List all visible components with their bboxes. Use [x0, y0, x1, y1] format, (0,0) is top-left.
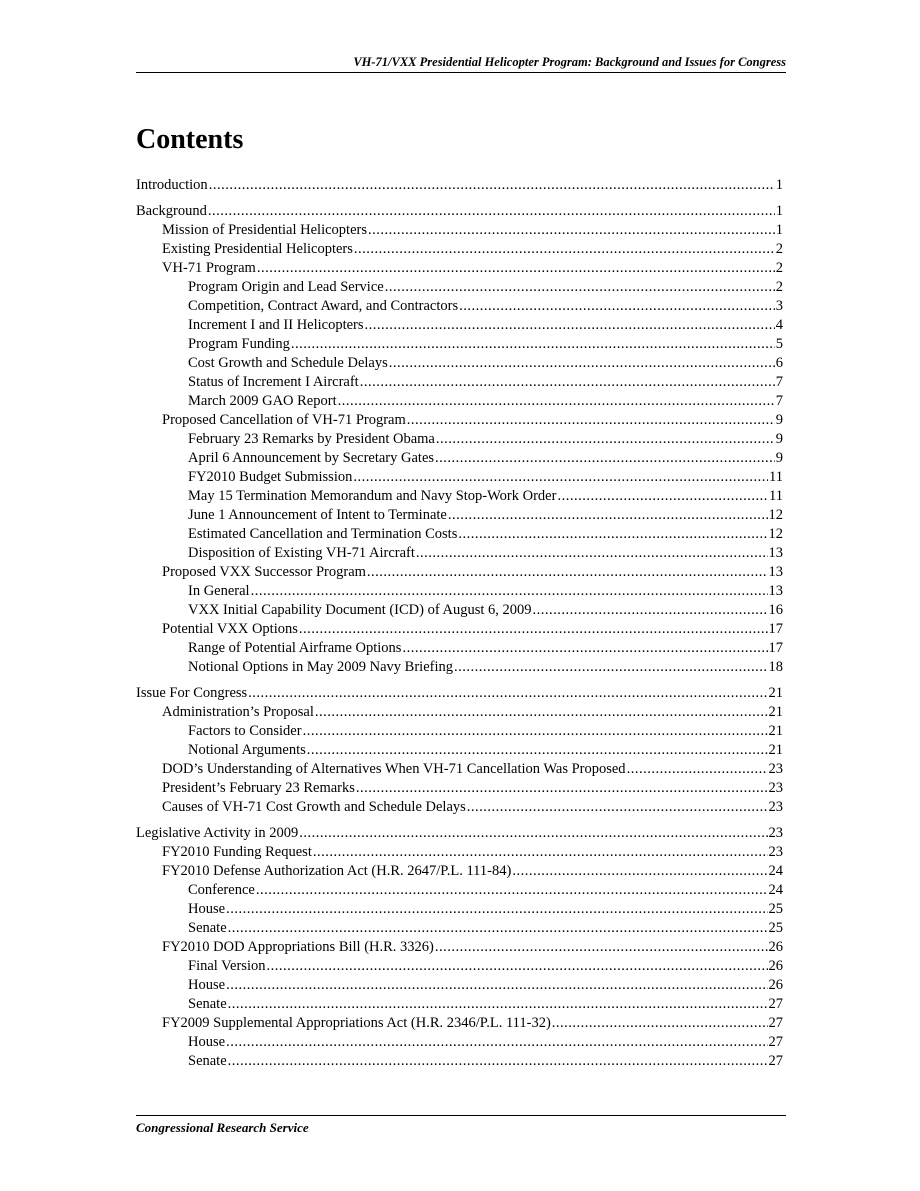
dot-leader	[299, 824, 767, 843]
toc-entry-label: Program Origin and Lead Service	[188, 279, 384, 295]
toc-entry-label: Conference	[188, 882, 255, 898]
dot-leader	[266, 957, 767, 976]
toc-entry[interactable]	[136, 843, 783, 862]
toc-entry-label: Status of Increment I Aircraft	[188, 374, 359, 390]
toc-entry[interactable]	[136, 335, 783, 354]
toc-entry[interactable]	[136, 601, 783, 620]
toc-entry[interactable]	[136, 316, 783, 335]
toc-entry[interactable]	[136, 373, 783, 392]
toc-entry[interactable]	[136, 506, 783, 525]
toc-entry-page: 18	[768, 659, 783, 675]
toc-entry-label: Notional Arguments	[188, 742, 306, 758]
toc-entry-label: DOD’s Understanding of Alternatives When VH-71 Cancellation Was Proposed	[162, 761, 626, 777]
toc-entry-label: Mission of Presidential Helicopters	[162, 222, 367, 238]
toc-entry[interactable]	[136, 240, 783, 259]
toc-entry-page: 13	[768, 583, 783, 599]
toc-entry-label: Program Funding	[188, 336, 290, 352]
toc-entry-label: FY2010 Defense Authorization Act (H.R. 2647/P.L. 111-84)	[162, 863, 512, 879]
toc-entry-page: 13	[768, 545, 783, 561]
toc-entry-page: 27	[768, 1034, 783, 1050]
toc-entry-page: 23	[768, 825, 783, 841]
toc-entry-label: Cost Growth and Schedule Delays	[188, 355, 388, 371]
toc-entry[interactable]	[136, 563, 783, 582]
toc-entry-page: 26	[768, 958, 783, 974]
toc-entry-page: 1	[775, 222, 783, 238]
toc-entry[interactable]	[136, 881, 783, 900]
dot-leader	[467, 798, 768, 817]
toc-entry-label: Background	[136, 203, 207, 219]
toc-entry-page: 6	[775, 355, 783, 371]
dot-leader	[248, 684, 767, 703]
toc-entry-page: 9	[775, 431, 783, 447]
toc-entry[interactable]	[136, 760, 783, 779]
toc-entry[interactable]	[136, 639, 783, 658]
toc-entry[interactable]	[136, 176, 783, 195]
dot-leader	[407, 411, 775, 430]
toc-entry[interactable]	[136, 722, 783, 741]
toc-entry-page: 4	[775, 317, 783, 333]
dot-leader	[448, 506, 768, 525]
toc-entry-label: June 1 Announcement of Intent to Terminate	[188, 507, 447, 523]
toc-entry-label: Range of Potential Airframe Options	[188, 640, 402, 656]
toc-entry-page: 17	[768, 640, 783, 656]
toc-entry-page: 3	[775, 298, 783, 314]
toc-entry-label: Final Version	[188, 958, 266, 974]
toc-entry[interactable]	[136, 658, 783, 677]
toc-entry[interactable]	[136, 411, 783, 430]
table-of-contents	[136, 176, 783, 1071]
dot-leader	[512, 862, 767, 881]
toc-entry-page: 23	[768, 761, 783, 777]
toc-entry-page: 2	[775, 241, 783, 257]
toc-entry-page: 23	[768, 780, 783, 796]
toc-entry-page: 27	[768, 1015, 783, 1031]
toc-entry-page: 17	[768, 621, 783, 637]
toc-entry[interactable]	[136, 957, 783, 976]
dot-leader	[356, 779, 768, 798]
toc-entry-label: Increment I and II Helicopters	[188, 317, 364, 333]
toc-entry[interactable]	[136, 684, 783, 703]
toc-entry[interactable]	[136, 582, 783, 601]
toc-entry[interactable]	[136, 544, 783, 563]
dot-leader	[416, 544, 768, 563]
dot-leader	[458, 525, 767, 544]
toc-entry[interactable]	[136, 259, 783, 278]
dot-leader	[353, 468, 768, 487]
toc-entry-label: May 15 Termination Memorandum and Navy Stop-Work Order	[188, 488, 557, 504]
toc-entry-page: 24	[768, 863, 783, 879]
toc-entry[interactable]	[136, 468, 783, 487]
toc-entry-label: March 2009 GAO Report	[188, 393, 337, 409]
toc-entry-label: FY2010 Funding Request	[162, 844, 312, 860]
toc-entry-page: 26	[768, 977, 783, 993]
dot-leader	[367, 563, 768, 582]
toc-entry-page: 1	[775, 177, 783, 193]
toc-entry-label: February 23 Remarks by President Obama	[188, 431, 435, 447]
toc-entry[interactable]	[136, 1052, 783, 1071]
toc-entry-label: Notional Options in May 2009 Navy Briefing	[188, 659, 454, 675]
dot-leader	[435, 938, 768, 957]
toc-entry-page: 11	[769, 469, 783, 485]
dot-leader	[299, 620, 768, 639]
toc-entry[interactable]	[136, 900, 783, 919]
toc-entry-page: 11	[769, 488, 783, 504]
dot-leader	[338, 392, 775, 411]
dot-leader	[228, 919, 768, 938]
toc-entry-label: Administration’s Proposal	[162, 704, 314, 720]
dot-leader	[627, 760, 768, 779]
toc-entry-label: Senate	[188, 1053, 227, 1069]
toc-entry-page: 2	[775, 260, 783, 276]
dot-leader	[436, 430, 775, 449]
toc-entry-label: Issue For Congress	[136, 685, 248, 701]
dot-leader	[256, 881, 768, 900]
toc-entry[interactable]	[136, 620, 783, 639]
toc-entry-label: FY2009 Supplemental Appropriations Act (H.R. 2346/P.L. 111-32)	[162, 1015, 551, 1031]
toc-entry-page: 23	[768, 844, 783, 860]
page-footer: Congressional Research Service	[136, 1115, 786, 1136]
toc-entry-page: 25	[768, 920, 783, 936]
toc-entry-page: 25	[768, 901, 783, 917]
toc-entry-page: 21	[768, 742, 783, 758]
toc-entry-label: Competition, Contract Award, and Contractors	[188, 298, 459, 314]
dot-leader	[389, 354, 775, 373]
dot-leader	[368, 221, 775, 240]
toc-entry-page: 23	[768, 799, 783, 815]
dot-leader	[533, 601, 768, 620]
toc-entry[interactable]	[136, 862, 783, 881]
toc-entry-page: 9	[775, 450, 783, 466]
dot-leader	[385, 278, 775, 297]
toc-entry[interactable]	[136, 392, 783, 411]
toc-entry-page: 27	[768, 1053, 783, 1069]
dot-leader	[291, 335, 775, 354]
toc-entry-page: 24	[768, 882, 783, 898]
toc-entry-label: VXX Initial Capability Document (ICD) of August 6, 2009	[188, 602, 532, 618]
toc-entry[interactable]	[136, 278, 783, 297]
page-title: Contents	[136, 124, 244, 155]
toc-entry[interactable]	[136, 525, 783, 544]
toc-entry[interactable]	[136, 1014, 783, 1033]
toc-entry-label: FY2010 Budget Submission	[188, 469, 353, 485]
toc-entry-label: Proposed VXX Successor Program	[162, 564, 366, 580]
toc-entry-page: 12	[768, 526, 783, 542]
toc-entry-label: Introduction	[136, 177, 208, 193]
toc-entry[interactable]	[136, 798, 783, 817]
toc-entry-page: 26	[768, 939, 783, 955]
toc-entry-label: Factors to Consider	[188, 723, 302, 739]
running-header: VH-71/VXX Presidential Helicopter Program: Background and Issues for Congress	[136, 55, 786, 73]
dot-leader	[354, 240, 775, 259]
dot-leader	[552, 1014, 768, 1033]
toc-entry-page: 21	[768, 723, 783, 739]
toc-entry-label: Proposed Cancellation of VH-71 Program	[162, 412, 406, 428]
toc-entry-page: 21	[768, 704, 783, 720]
toc-entry-page: 9	[775, 412, 783, 428]
dot-leader	[208, 202, 775, 221]
dot-leader	[365, 316, 775, 335]
toc-entry[interactable]	[136, 354, 783, 373]
toc-entry-page: 16	[768, 602, 783, 618]
toc-entry-page: 2	[775, 279, 783, 295]
toc-entry-label: In General	[188, 583, 250, 599]
toc-entry-label: VH-71 Program	[162, 260, 256, 276]
toc-entry-label: House	[188, 901, 226, 917]
dot-leader	[303, 722, 768, 741]
toc-entry-label: President’s February 23 Remarks	[162, 780, 355, 796]
dot-leader	[557, 487, 768, 506]
dot-leader	[209, 176, 775, 195]
toc-entry[interactable]	[136, 430, 783, 449]
dot-leader	[226, 976, 767, 995]
toc-entry-label: FY2010 DOD Appropriations Bill (H.R. 3326)	[162, 939, 434, 955]
toc-entry-page: 1	[775, 203, 783, 219]
dot-leader	[454, 658, 767, 677]
dot-leader	[313, 843, 768, 862]
toc-entry-label: Existing Presidential Helicopters	[162, 241, 353, 257]
toc-entry[interactable]	[136, 938, 783, 957]
toc-entry[interactable]	[136, 221, 783, 240]
toc-entry-label: Estimated Cancellation and Termination Costs	[188, 526, 458, 542]
toc-entry-page: 27	[768, 996, 783, 1012]
toc-entry-label: Disposition of Existing VH-71 Aircraft	[188, 545, 415, 561]
toc-entry-label: Potential VXX Options	[162, 621, 298, 637]
dot-leader	[360, 373, 775, 392]
toc-entry-label: Senate	[188, 920, 227, 936]
dot-leader	[257, 259, 775, 278]
toc-entry[interactable]	[136, 779, 783, 798]
toc-entry-page: 13	[768, 564, 783, 580]
toc-entry[interactable]	[136, 824, 783, 843]
toc-entry-label: Senate	[188, 996, 227, 1012]
toc-entry[interactable]	[136, 995, 783, 1014]
toc-entry-label: House	[188, 977, 226, 993]
dot-leader	[226, 900, 767, 919]
toc-entry-page: 21	[768, 685, 783, 701]
dot-leader	[402, 639, 767, 658]
toc-entry[interactable]	[136, 976, 783, 995]
dot-leader	[228, 1052, 768, 1071]
dot-leader	[315, 703, 768, 722]
toc-entry[interactable]	[136, 487, 783, 506]
toc-entry-label: Causes of VH-71 Cost Growth and Schedule Delays	[162, 799, 466, 815]
toc-entry[interactable]	[136, 741, 783, 760]
toc-entry[interactable]	[136, 449, 783, 468]
toc-entry[interactable]	[136, 919, 783, 938]
toc-entry-label: House	[188, 1034, 226, 1050]
toc-entry-page: 7	[775, 393, 783, 409]
toc-entry-label: Legislative Activity in 2009	[136, 825, 299, 841]
dot-leader	[459, 297, 775, 316]
toc-entry-page: 12	[768, 507, 783, 523]
toc-entry[interactable]	[136, 202, 783, 221]
toc-entry-page: 7	[775, 374, 783, 390]
dot-leader	[435, 449, 775, 468]
toc-entry[interactable]	[136, 297, 783, 316]
toc-entry[interactable]	[136, 703, 783, 722]
toc-entry-label: April 6 Announcement by Secretary Gates	[188, 450, 435, 466]
dot-leader	[307, 741, 768, 760]
dot-leader	[226, 1033, 767, 1052]
dot-leader	[228, 995, 768, 1014]
toc-entry[interactable]	[136, 1033, 783, 1052]
toc-entry-page: 5	[775, 336, 783, 352]
dot-leader	[251, 582, 768, 601]
